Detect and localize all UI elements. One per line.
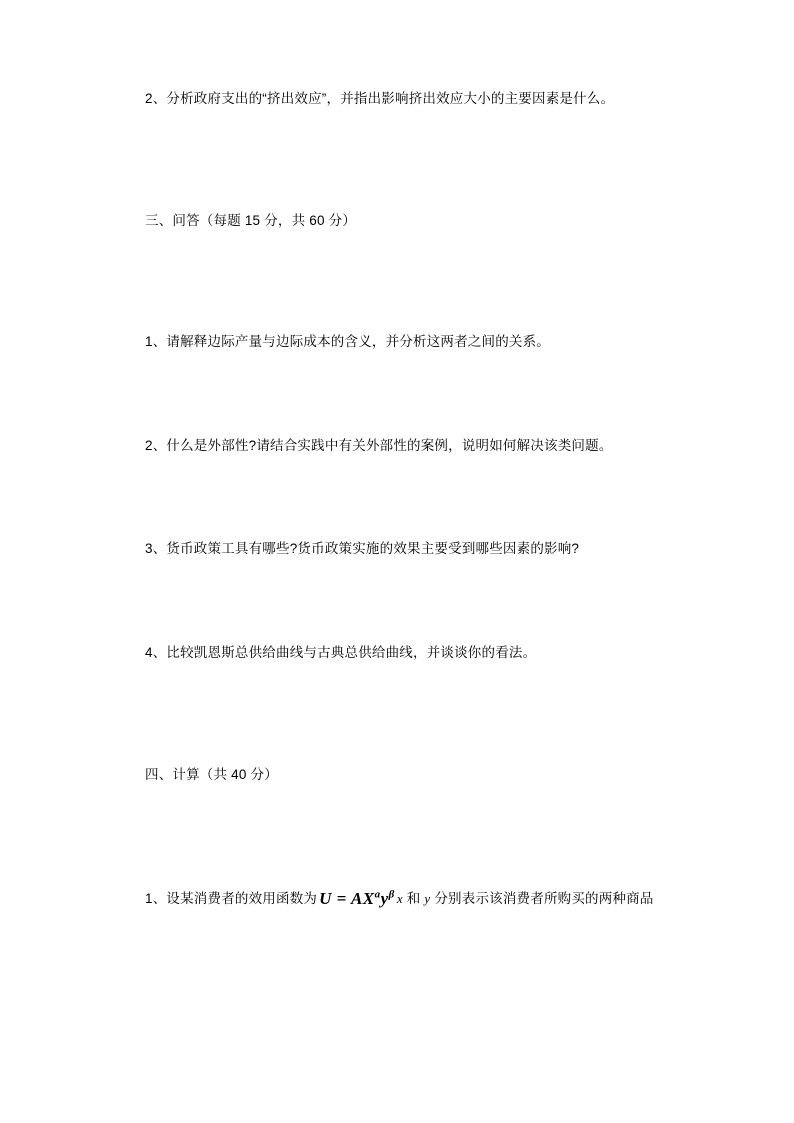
spacer <box>145 664 685 764</box>
spacer <box>145 560 685 642</box>
question-2-crowding-out: 2、分析政府支出的“挤出效应”，并指出影响挤出效应大小的主要因素是什么。 <box>145 91 615 106</box>
section-heading-four: 四、计算（共 40 分） <box>145 766 278 782</box>
utility-question-prefix: 1、设某消费者的效用函数为 <box>145 891 318 907</box>
variable-y: y <box>424 891 431 907</box>
question-4-supply-curves: 4、比较凯恩斯总供给曲线与古典总供给曲线，并谈谈你的看法。 <box>145 644 537 660</box>
question-2-externality: 2、什么是外部性?请结合实践中有关外部性的案例，说明如何解决该类问题。 <box>145 437 613 453</box>
question-3-monetary-policy: 3、货币政策工具有哪些?货币政策实施的效果主要受到哪些因素的影响? <box>145 541 580 557</box>
utility-question-suffix: 分别表示该消费者所购买的两种商品 <box>430 891 654 907</box>
spacer <box>145 231 685 331</box>
utility-formula <box>317 889 397 908</box>
spacer <box>145 456 685 538</box>
question-1-marginal-product: 1、请解释边际产量与边际成本的含义，并分析这两者之间的关系。 <box>145 334 551 350</box>
variable-x: x <box>396 891 403 907</box>
formula-base: U = AX <box>319 889 375 909</box>
spacer <box>145 110 685 210</box>
spacer <box>145 785 685 885</box>
question-1-utility-function <box>145 885 685 914</box>
conjunction: 和 <box>402 891 425 907</box>
section-heading-three: 三、问答（每题 15 分，共 60 分） <box>145 212 357 228</box>
spacer <box>145 353 685 435</box>
document-body <box>145 88 685 914</box>
formula-exponent-alpha: a <box>374 888 381 901</box>
formula-variable-y: y <box>380 889 389 909</box>
formula-exponent-beta: β <box>388 888 395 901</box>
